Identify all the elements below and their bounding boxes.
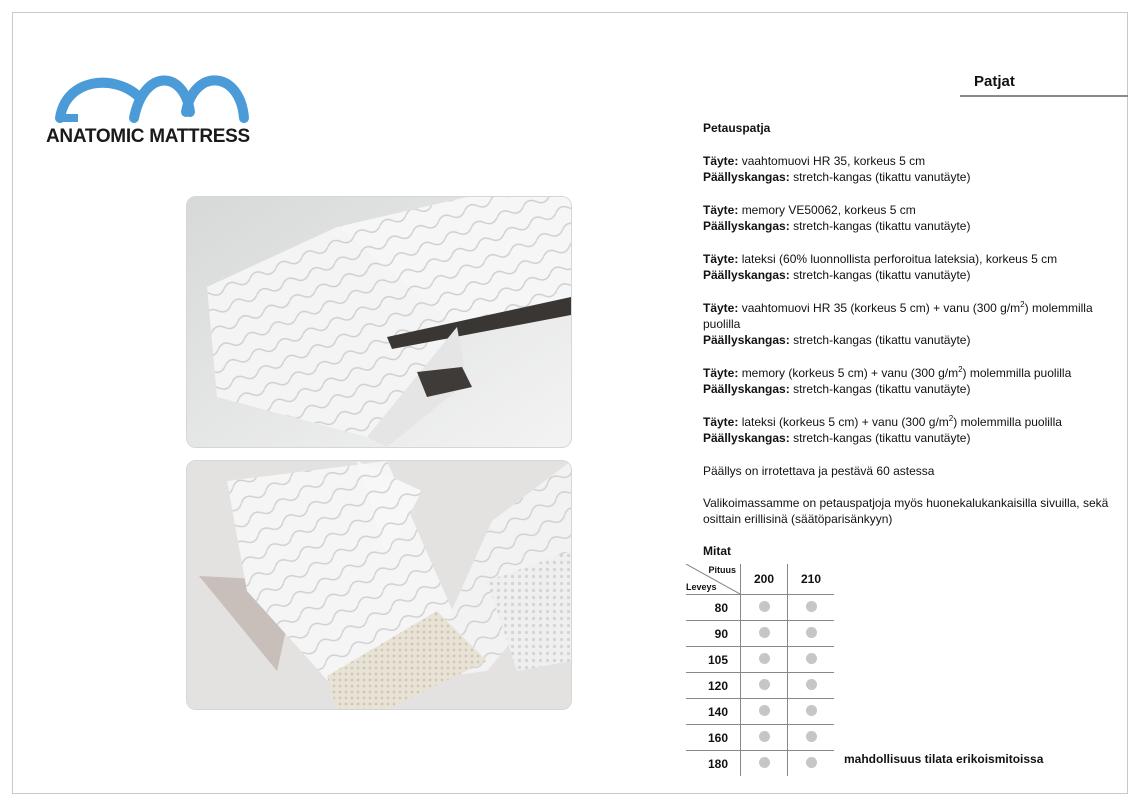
available-dot-icon bbox=[806, 705, 817, 716]
available-dot-icon bbox=[806, 653, 817, 664]
available-dot-icon bbox=[759, 679, 770, 690]
product-photo-layers bbox=[186, 460, 572, 710]
available-dot-icon bbox=[806, 731, 817, 742]
available-dot-icon bbox=[806, 601, 817, 612]
product-name: Petauspatja bbox=[703, 121, 771, 135]
available-dot-icon bbox=[759, 757, 770, 768]
range-note: Valikoimassamme on petauspatjoja myös huonekalukankaisilla sivuilla, sekä osittain erillisinä (säätöparisänkyyn) bbox=[703, 496, 1109, 526]
spec-block: Täyte: memory (korkeus 5 cm) + vanu (300 $g/m^2$) molemmilla puolilla Päällyskangas: stretch-kangas (tikattu vanutäyte) bbox=[703, 365, 1072, 396]
width-value: 120 bbox=[686, 673, 741, 699]
width-label: Leveys bbox=[686, 582, 717, 592]
table-row bbox=[686, 725, 834, 751]
available-dot-icon bbox=[759, 627, 770, 638]
width-value: 140 bbox=[686, 699, 741, 725]
page-title: Patjat bbox=[974, 73, 1015, 90]
table-row bbox=[686, 751, 834, 777]
length-header: 200 bbox=[741, 564, 788, 595]
spec-block: Täyte: memory VE50062, korkeus 5 cm Päällyskangas: stretch-kangas (tikattu vanutäyte) bbox=[703, 203, 971, 233]
spec-block: Täyte: vaahtomuovi HR 35, korkeus 5 cm Päällyskangas: stretch-kangas (tikattu vanutäyte) bbox=[703, 154, 971, 184]
available-dot-icon bbox=[806, 757, 817, 768]
title-divider bbox=[960, 95, 1128, 97]
table-row bbox=[686, 673, 834, 699]
product-description bbox=[703, 120, 1123, 563]
table-row bbox=[686, 595, 834, 621]
available-dot-icon bbox=[806, 627, 817, 638]
table-row bbox=[686, 621, 834, 647]
available-dot-icon bbox=[759, 731, 770, 742]
available-dot-icon bbox=[759, 601, 770, 612]
width-value: 180 bbox=[707, 756, 728, 771]
brand-logo bbox=[46, 72, 261, 154]
width-value: 160 bbox=[686, 725, 741, 751]
available-dot-icon bbox=[759, 705, 770, 716]
product-photo-stacked bbox=[186, 196, 572, 448]
width-value: 105 bbox=[686, 647, 741, 673]
width-value: 80 bbox=[686, 595, 741, 621]
spec-block: Täyte: vaahtomuovi HR 35 (korkeus 5 cm) + vanu (300 $g/m^2$) molemmilla puolilla Päällyskangas: stretch-kangas (tikattu vanutäyte) bbox=[703, 300, 1093, 347]
length-label: Pituus bbox=[708, 565, 736, 575]
available-dot-icon bbox=[806, 679, 817, 690]
width-value: 90 bbox=[686, 621, 741, 647]
table-corner-header bbox=[686, 564, 741, 595]
table-row bbox=[686, 647, 834, 673]
custom-size-note: mahdollisuus tilata erikoismitoissa bbox=[844, 752, 1044, 766]
table-row bbox=[686, 699, 834, 725]
logo-arches-icon bbox=[52, 72, 252, 128]
dimensions-table bbox=[686, 564, 834, 776]
dimensions-heading: Mitat bbox=[703, 544, 731, 558]
spec-block: Täyte: lateksi (korkeus 5 cm) + vanu (300 $g/m^2$) molemmilla puolilla Päällyskangas: stretch-kangas (tikattu vanutäyte) bbox=[703, 414, 1062, 445]
removable-cover-note: Päällys on irrotettava ja pestävä 60 astessa bbox=[703, 464, 935, 478]
brand-name: ANATOMIC MATTRESS bbox=[46, 126, 250, 147]
available-dot-icon bbox=[759, 653, 770, 664]
spec-block: Täyte: lateksi (60% luonnollista perforoitua lateksia), korkeus 5 cm Päällyskangas: stretch-kangas (tikattu vanutäyte) bbox=[703, 252, 1058, 282]
length-header: 210 bbox=[788, 564, 835, 595]
